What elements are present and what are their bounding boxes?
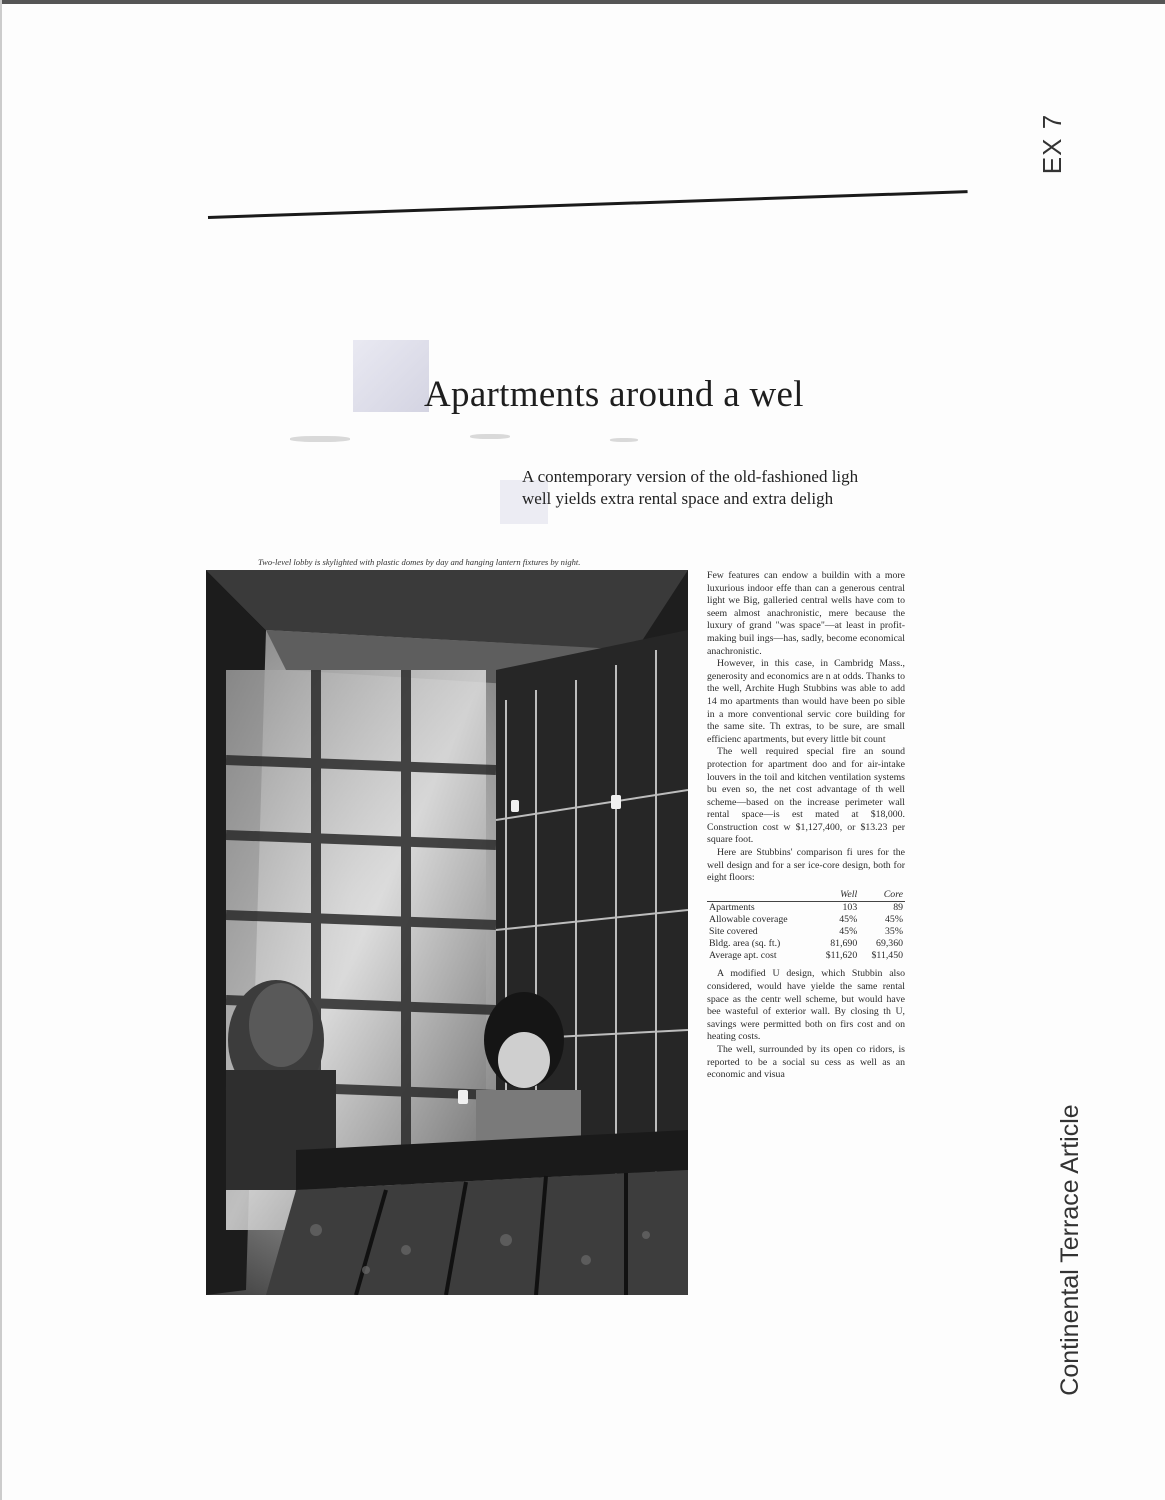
subhead-line-2: well yields extra rental space and extra deligh	[522, 489, 834, 508]
side-note-label: Continental Terrace Article	[1055, 1104, 1084, 1396]
table-cell: 45%	[885, 914, 903, 926]
article-paragraph: The well, surrounded by its open co ridors, is reported to be a social su cess as well as an economic and visua	[707, 1044, 905, 1081]
table-cell: $11,620	[825, 950, 858, 962]
table-cell: $11,450	[871, 950, 903, 962]
article-paragraph: The well required special fire an sound protection for apartment doo and for air-intake louvers in the toil and kitchen ventilation systems bu even so, the net cost advantage of th well scheme—based on the increase perimeter wall rental space—is est mated at $18,000. Construction cost w $1,127,400, or $13.23 per square foot.	[707, 746, 905, 846]
header-rule	[208, 190, 968, 219]
table-row	[707, 938, 905, 950]
table-cell: 45%	[839, 926, 858, 938]
exhibit-label: EX 7	[1036, 113, 1067, 175]
table-cell: Bldg. area (sq. ft.)	[709, 938, 781, 950]
table-cell: 69,360	[876, 938, 903, 950]
table-cell: 103	[842, 902, 858, 914]
table-cell: 89	[893, 902, 903, 914]
table-cell: Apartments	[709, 902, 755, 914]
table-row	[707, 950, 905, 962]
scan-speck	[470, 434, 510, 439]
table-cell: 45%	[839, 914, 858, 926]
lobby-photo-illustration	[206, 570, 688, 1295]
article-paragraph: Here are Stubbins' comparison fi ures for the well design and for a ser ice-core design, both for eight floors:	[707, 847, 905, 884]
table-cell: Site covered	[709, 926, 758, 938]
table-cell: Allowable coverage	[709, 914, 788, 926]
comparison-table-header	[707, 889, 905, 902]
table-header-cell: Core	[859, 889, 905, 902]
subhead-line-1: A contemporary version of the old-fashioned ligh	[522, 467, 859, 486]
photo-caption: Two-level lobby is skylighted with plastic domes by day and hanging lantern fixtures by night.	[258, 557, 581, 567]
article-paragraph: A modified U design, which Stubbin also considered, would have yielde the same rental space as the centr well scheme, but would have bee wasteful of exterior wall. By closing th U, savings were permitted both on firs cost and on heating costs.	[707, 968, 905, 1043]
article-paragraph: However, in this case, in Cambridg Mass., generosity and economics are n at odds. Thanks to the well, Archite Hugh Stubbins was able to add 14 mo apartments than would have been po sible in a more conventional servic core building for the same site. Th extras, to be sure, are small efficienc apartments, but every little bit count	[707, 658, 905, 745]
comparison-table	[707, 889, 905, 963]
table-cell: Average apt. cost	[709, 950, 777, 962]
table-header-cell	[707, 889, 814, 902]
table-cell: 81,690	[830, 938, 858, 950]
table-row	[707, 914, 905, 926]
article-body	[707, 570, 905, 1082]
table-row	[707, 902, 905, 915]
article-paragraph: Few features can endow a buildin with a more luxurious indoor effe than can a generous central light we Big, galleried central wells have com to seem almost anachronistic, mere because the luxury of grand "was space"—at least in profit-making buil ings—has, sadly, become economical anachronistic.	[707, 570, 905, 657]
lobby-photo	[206, 570, 688, 1295]
scan-left-edge	[0, 0, 2, 1500]
scan-artifact-block	[353, 340, 429, 412]
scan-speck	[610, 438, 638, 442]
article-subhead	[522, 466, 902, 510]
table-cell: 35%	[885, 926, 903, 938]
table-row	[707, 926, 905, 938]
table-header-cell: Well	[814, 889, 860, 902]
article-headline: Apartments around a wel	[424, 374, 804, 415]
scan-speck	[290, 436, 350, 442]
scan-top-edge	[0, 0, 1165, 4]
